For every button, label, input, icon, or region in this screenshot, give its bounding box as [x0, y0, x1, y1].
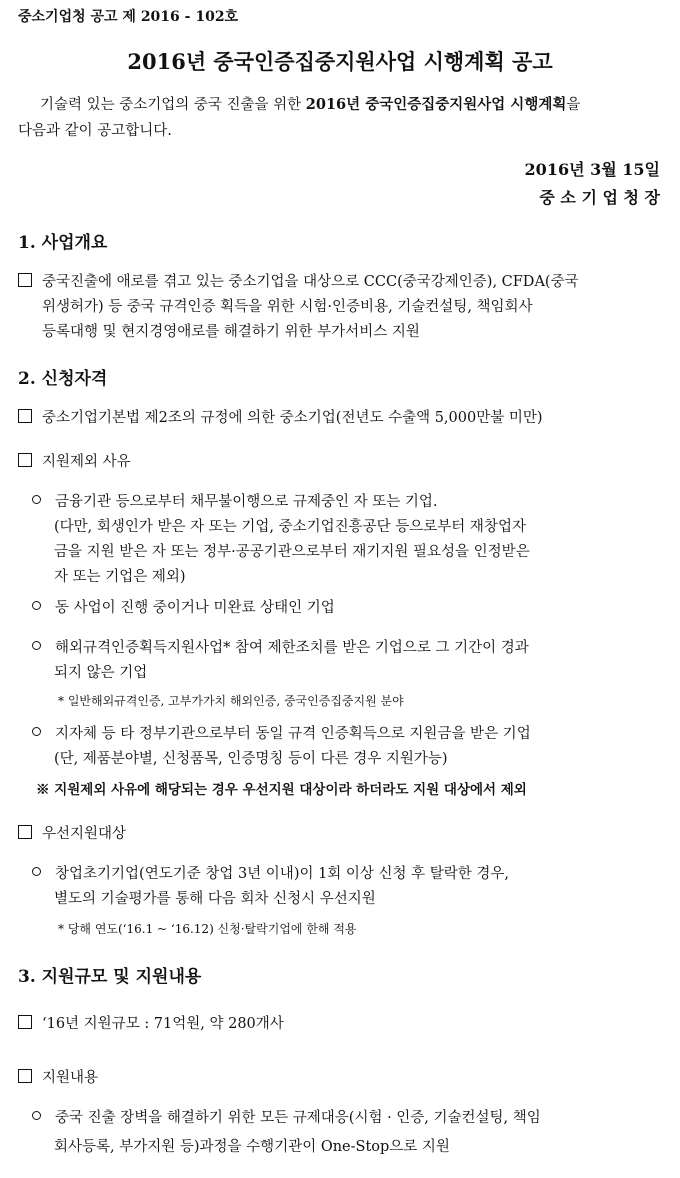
checkbox-square-icon	[18, 273, 32, 287]
s3-item-text: ‘16년 지원규모 : 71억원, 약 280개사	[42, 1016, 284, 1032]
intro-paragraph	[18, 92, 580, 144]
intro-text-c: 을	[566, 97, 581, 113]
exclusion-line: (단, 제품분야별, 신청품목, 인증명칭 등이 다른 경우 지원가능)	[54, 751, 448, 767]
exclusion-line: 금을 지원 받은 자 또는 정부·공공기관으로부터 재기지원 필요성을 인정받은	[54, 544, 530, 560]
contents-line: 회사등록, 부가지원 등)과정을 수행기관이 One-Stop으로 지원	[54, 1139, 450, 1155]
intro-line-2: 다음과 같이 공고합니다.	[18, 123, 172, 139]
exclusion-3	[32, 636, 529, 712]
exclusion-line: 해외규격인증획득지원사업* 참여 제한조치를 받은 기업으로 그 기간이 경과	[55, 640, 529, 656]
checkbox-square-icon	[18, 409, 32, 423]
section-3-heading: 3. 지원규모 및 지원내용	[18, 967, 202, 987]
notice-title: 2016년 중국인증집중지원사업 시행계획 공고	[127, 49, 553, 74]
s3-item-contents	[18, 1066, 98, 1091]
s2-item-exclusions	[18, 450, 131, 475]
s1-item-overview	[18, 270, 579, 345]
s2-item-eligibility	[18, 406, 543, 431]
checkbox-square-icon	[18, 1069, 32, 1083]
intro-text-bold: 2016년 중국인증집중지원사업 시행계획	[305, 96, 567, 113]
notice-date: 2016년 3월 15일	[524, 160, 660, 179]
circle-bullet-icon	[32, 601, 41, 610]
contents-1	[32, 1106, 541, 1160]
exclusion-line: 금융기관 등으로부터 채무불이행으로 규제중인 자 또는 기업.	[55, 494, 438, 510]
exclusion-note: * 일반해외규격인증, 고부가가치 해외인증, 중국인증집중지원 분야	[58, 694, 404, 708]
exclusion-line: (다만, 회생인가 받은 자 또는 기업, 중소기업진흥공단 등으로부터 재창업자	[54, 519, 526, 535]
s1-line: 위생허가) 등 중국 규격인증 획득을 위한 시험·인증비용, 기술컨설팅, 책임회사	[42, 299, 533, 315]
contents-line: 중국 진출 장벽을 해결하기 위한 모든 규제대응(시험 · 인증, 기술컨설팅, 책임	[55, 1110, 541, 1126]
exclusion-line: 동 사업이 진행 중이거나 미완료 상태인 기업	[55, 600, 335, 616]
intro-text-a: 기술력 있는 중소기업의 중국 진출을 위한	[40, 97, 306, 113]
exclusion-4	[32, 722, 531, 772]
exclusion-line: 자 또는 기업은 제외)	[54, 569, 186, 585]
exclusion-2	[32, 596, 335, 621]
priority-line: 창업초기기업(연도기준 창업 3년 이내)이 1회 이상 신청 후 탈락한 경우,	[55, 866, 510, 882]
checkbox-square-icon	[18, 825, 32, 839]
s1-line: 중국진출에 애로를 겪고 있는 중소기업을 대상으로 CCC(중국강제인증), CFDA(중국	[42, 274, 579, 290]
date-issuer-block	[525, 156, 660, 212]
checkbox-square-icon	[18, 1015, 32, 1029]
s1-line: 등록대행 및 현지경영애로를 해결하기 위한 부가서비스 지원	[42, 324, 420, 340]
circle-bullet-icon	[32, 641, 41, 650]
s3-item-scale	[18, 1012, 284, 1037]
s2-item-text: 지원제외 사유	[42, 454, 131, 470]
exclusion-1	[32, 490, 530, 590]
s3-item-text: 지원내용	[42, 1070, 99, 1086]
notice-number: 중소기업청 공고 제 2016 - 102호	[18, 9, 239, 25]
exclusion-line: 되지 않은 기업	[54, 665, 148, 681]
exclusion-warning: ※ 지원제외 사유에 해당되는 경우 우선지원 대상이라 하더라도 지원 대상에서 제외	[36, 782, 527, 798]
priority-1	[32, 862, 509, 940]
s2-item-text: 우선지원대상	[42, 826, 127, 842]
section-1-heading: 1. 사업개요	[18, 233, 108, 253]
circle-bullet-icon	[32, 867, 41, 876]
issuer: 중 소 기 업 청 장	[539, 188, 660, 207]
priority-line: 별도의 기술평가를 통해 다음 회차 신청시 우선지원	[54, 891, 376, 907]
section-2-heading: 2. 신청자격	[18, 369, 108, 389]
circle-bullet-icon	[32, 1111, 41, 1120]
s2-item-priority	[18, 822, 126, 847]
priority-note: * 당해 연도(‘16.1 ~ ‘16.12) 신청·탈락기업에 한해 적용	[58, 922, 357, 936]
checkbox-square-icon	[18, 453, 32, 467]
s2-item-text: 중소기업기본법 제2조의 규정에 의한 중소기업(전년도 수출액 5,000만불 미만)	[42, 410, 543, 426]
exclusion-line: 지자체 등 타 정부기관으로부터 동일 규격 인증획득으로 지원금을 받은 기업	[55, 726, 531, 742]
circle-bullet-icon	[32, 727, 41, 736]
circle-bullet-icon	[32, 495, 41, 504]
